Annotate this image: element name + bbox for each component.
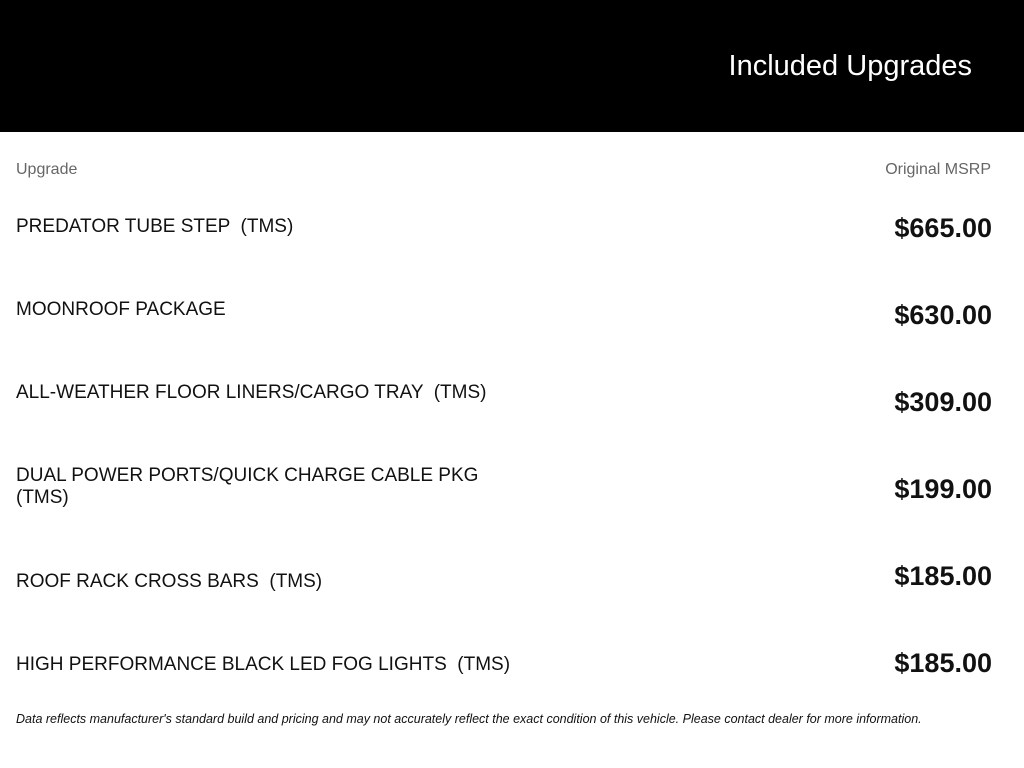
upgrade-price: $185.00 — [894, 561, 992, 591]
column-header-upgrade: Upgrade — [16, 161, 78, 178]
upgrade-name: HIGH PERFORMANCE BLACK LED FOG LIGHTS (TMS) — [16, 654, 511, 675]
disclaimer-text: Data reflects manufacturer's standard build and pricing and may not accurately reflect the exact condition of this vehicle. Please contact dealer for more information. — [16, 712, 922, 726]
upgrade-name: DUAL POWER PORTS/QUICK CHARGE CABLE PKG (TMS) — [16, 465, 479, 508]
header-bar — [0, 0, 1024, 132]
upgrade-price: $309.00 — [894, 387, 992, 417]
upgrade-price: $199.00 — [894, 474, 992, 504]
upgrade-name: MOONROOF PACKAGE — [16, 299, 226, 320]
upgrade-price: $630.00 — [894, 300, 992, 330]
column-header-msrp: Original MSRP — [885, 161, 991, 178]
upgrade-name: ALL-WEATHER FLOOR LINERS/CARGO TRAY (TMS) — [16, 382, 487, 403]
upgrade-price: $665.00 — [894, 213, 992, 243]
upgrade-name: PREDATOR TUBE STEP (TMS) — [16, 216, 294, 237]
upgrade-name: ROOF RACK CROSS BARS (TMS) — [16, 571, 323, 592]
upgrade-price: $185.00 — [894, 648, 992, 678]
page-title: Included Upgrades — [728, 50, 972, 82]
